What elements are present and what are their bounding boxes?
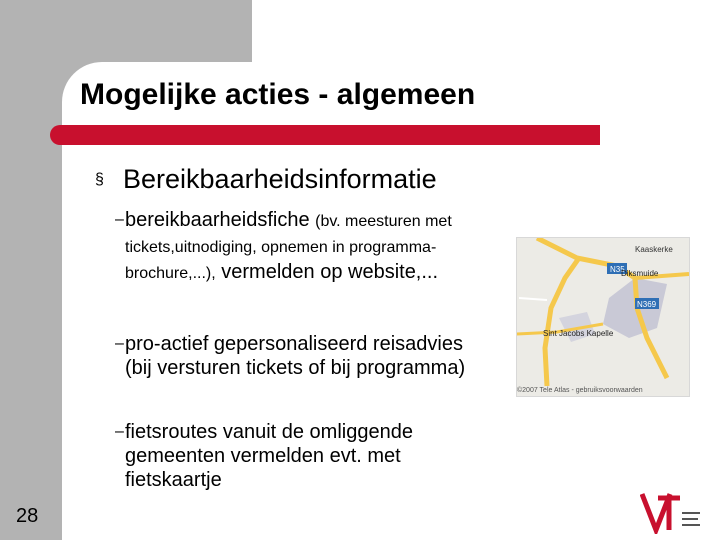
slide-number: 28	[16, 505, 39, 527]
slide-title: Mogelijke acties - algemeen	[80, 78, 476, 111]
logo	[640, 490, 702, 534]
sub-text-1	[125, 208, 495, 286]
bullet-marker: §	[95, 171, 104, 188]
map-label-n369: N369	[637, 300, 657, 309]
sub-dash-3: –	[115, 423, 124, 440]
sub-item-2	[115, 332, 495, 380]
sub-text-3: fietsroutes vanuit de omliggende gemeenten vermelden evt. met fietskaartje	[125, 421, 413, 491]
sub-item-3	[115, 420, 495, 492]
map-label-sintjacobs: Sint Jacobs Kapelle	[543, 329, 614, 338]
route-map-image	[516, 237, 690, 397]
logo-text-line-3	[682, 524, 700, 526]
bullet-text: Bereikbaarheidsinformatie	[123, 164, 437, 194]
map-label-n35: N35	[610, 265, 625, 274]
bullet-main	[95, 164, 437, 195]
sub-text-1b: (bv. meesturen met tickets,uitnodiging, opnemen in programma-brochure,...),	[125, 213, 452, 282]
red-rule	[62, 125, 600, 145]
map-graphic	[517, 238, 689, 396]
sub-text-2: pro-actief gepersonaliseerd reisadvies (bij versturen tickets of bij programma)	[125, 333, 466, 379]
logo-text-line-2	[682, 518, 698, 520]
sub-text-1a: bereikbaarheidsfiche	[125, 209, 316, 231]
left-gray-bar	[0, 0, 62, 540]
logo-text-line-1	[682, 512, 700, 514]
logo-graphic	[640, 490, 702, 534]
sub-text-1c: vermelden op website,...	[215, 261, 439, 283]
map-copyright: ©2007 Tele Atlas - gebruiksvoorwaarden	[517, 387, 643, 394]
sub-item-1	[115, 208, 495, 286]
sub-dash-1: –	[115, 211, 124, 228]
sub-dash-2: –	[115, 335, 124, 352]
map-label-kaaskerke: Kaaskerke	[635, 245, 673, 254]
map-label-diksmuide: Diksmuide	[621, 269, 659, 278]
